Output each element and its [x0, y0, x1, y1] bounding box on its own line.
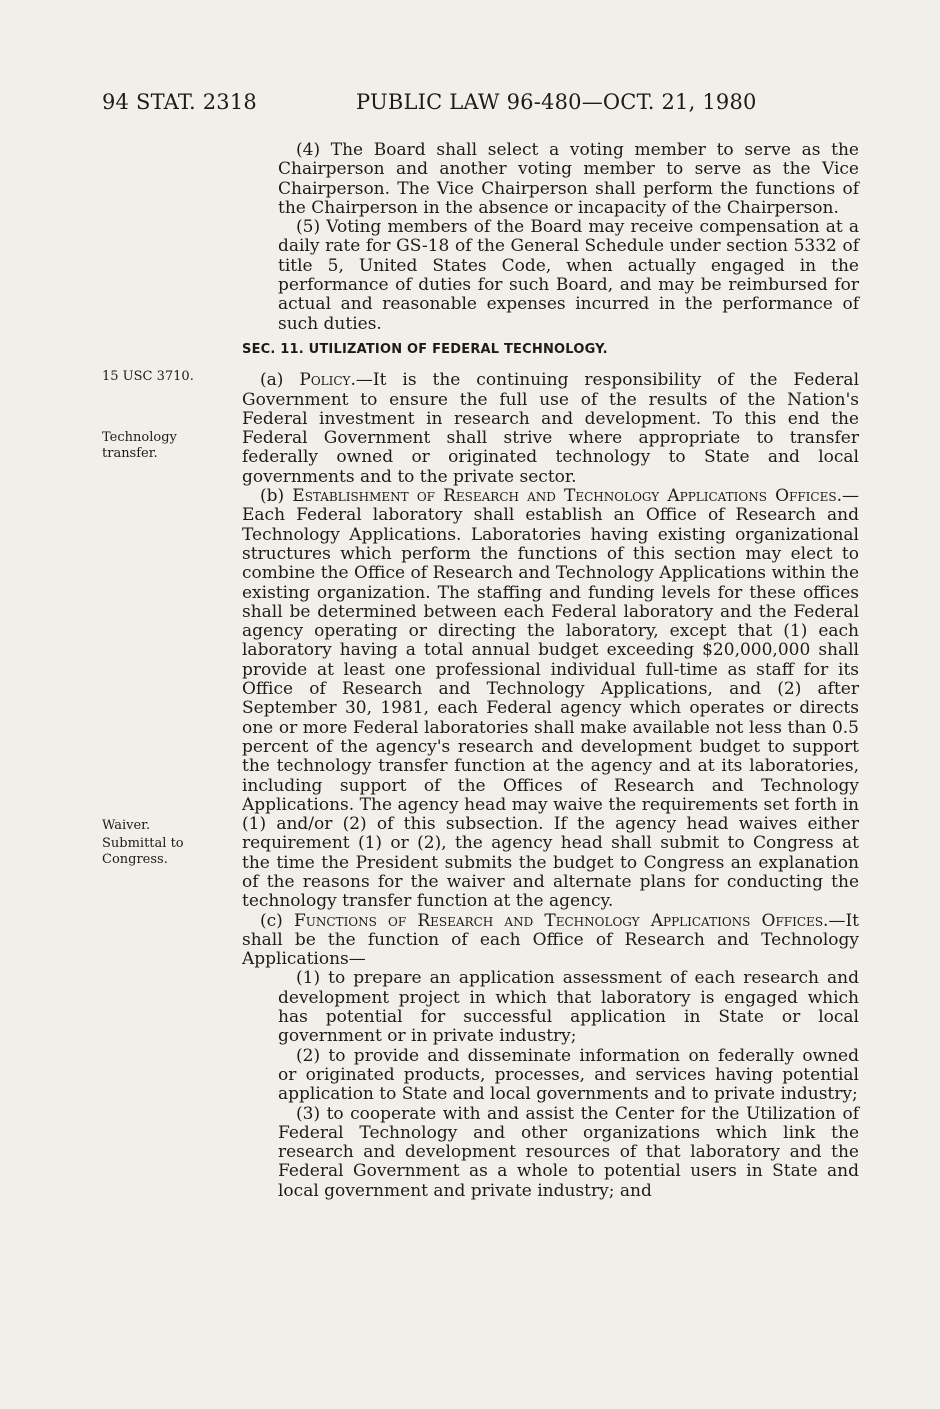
- subsection-c-title: Functions of Research and Technology Applications Offices: [293, 910, 824, 931]
- paragraph-5: (5) Voting members of the Board may receive compensation at a daily rate for GS-18 of the General Schedule under section 5332 of title 5, United States Code, when actually engaged in the performance of duties for such Board, and may be reimbursed for actual and reasonable expenses incurred in the performance of such duties.: [278, 217, 859, 334]
- subsection-b-text: .—Each Federal laboratory shall establish an Office of Research and Technology Applications. Laboratories having existing organizational structures which perform the functions of this section may elect to combine the Office of Research and Technology Applications within the existing organization. The staffing and funding levels for these offices shall be determined between each Federal laboratory and the Federal agency operating or directing the laboratory, except that (1) each laboratory having a total annual budget exceeding $20,000,000 shall provide at least one professional individual full-time as staff for its Office of Research and Technology Applications, and (2) after September 30, 1981, each Federal agency which operates or directs one or more Federal laboratories shall make available not less than 0.5 percent of the agency's research and development budget to support the technology transfer function at the agency and at its laboratories, including support of the Offices of Research and Technology Applications. The agency head may waive the requirements set forth in (1) and/or (2) of this subsection. If the agency head waives either requirement (1) or (2), the agency head shall submit to Congress at the time the President submits the budget to Congress an explanation of the reasons for the waiver and alternate plans for conducting the technology transfer function at the agency.: [242, 486, 859, 912]
- statute-page-number: 94 STAT. 2318: [102, 90, 257, 114]
- running-header: PUBLIC LAW 96-480—OCT. 21, 1980: [356, 90, 757, 114]
- paragraph-4: (4) The Board shall select a voting member to serve as the Chairperson and another voting member to serve as the Vice Chairperson. The Vice Chairperson shall perform the functions of the Chairperson in the absence or incapacity of the Chairperson.: [278, 140, 859, 218]
- clause-c3: (3) to cooperate with and assist the Center for the Utilization of Federal Technology and other organizations which link the research and development resources of that laboratory and the Federal Government as a whole to potential users in State and local government and private industry; and: [278, 1103, 859, 1201]
- clause-c1: (1) to prepare an application assessment of each research and development project in which that laboratory is engaged which has potential for successful application in State or local government or in private industry;: [278, 968, 859, 1047]
- subsection-b-label: (b): [260, 486, 293, 507]
- margin-note-usc: 15 USC 3710.: [102, 369, 194, 384]
- subsection-a: [242, 371, 859, 487]
- margin-note-technology-transfer: Technology transfer.: [102, 430, 177, 461]
- subsection-a-label: (a): [260, 370, 300, 391]
- subsection-c-label: (c): [260, 910, 294, 931]
- subsection-a-title: Policy: [299, 370, 351, 391]
- clause-c2: (2) to provide and disseminate information on federally owned or originated products, processes, and services having potential application to State and local governments and to private industry;: [278, 1045, 859, 1105]
- subsection-b-title: Establishment of Research and Technology Applications Offices: [292, 486, 837, 507]
- section-heading: SEC. 11. UTILIZATION OF FEDERAL TECHNOLOGY.: [242, 341, 608, 357]
- margin-note-submittal: Submittal to Congress.: [102, 836, 184, 867]
- margin-note-waiver: Waiver.: [102, 818, 151, 833]
- subsection-b: [242, 487, 859, 912]
- body-text: [242, 141, 859, 1201]
- subsection-c: [242, 912, 859, 970]
- subsection-a-text: .—It is the continuing responsibility of the Federal Government to ensure the full use of the results of the Nation's Federal investment in research and development. To this end the Federal Government shall strive where appropriate to transfer federally owned or originated technology to State and local governments and to the private sector.: [242, 370, 859, 487]
- subsection-c-text: .—It shall be the function of each Office of Research and Technology Applications—: [242, 910, 859, 970]
